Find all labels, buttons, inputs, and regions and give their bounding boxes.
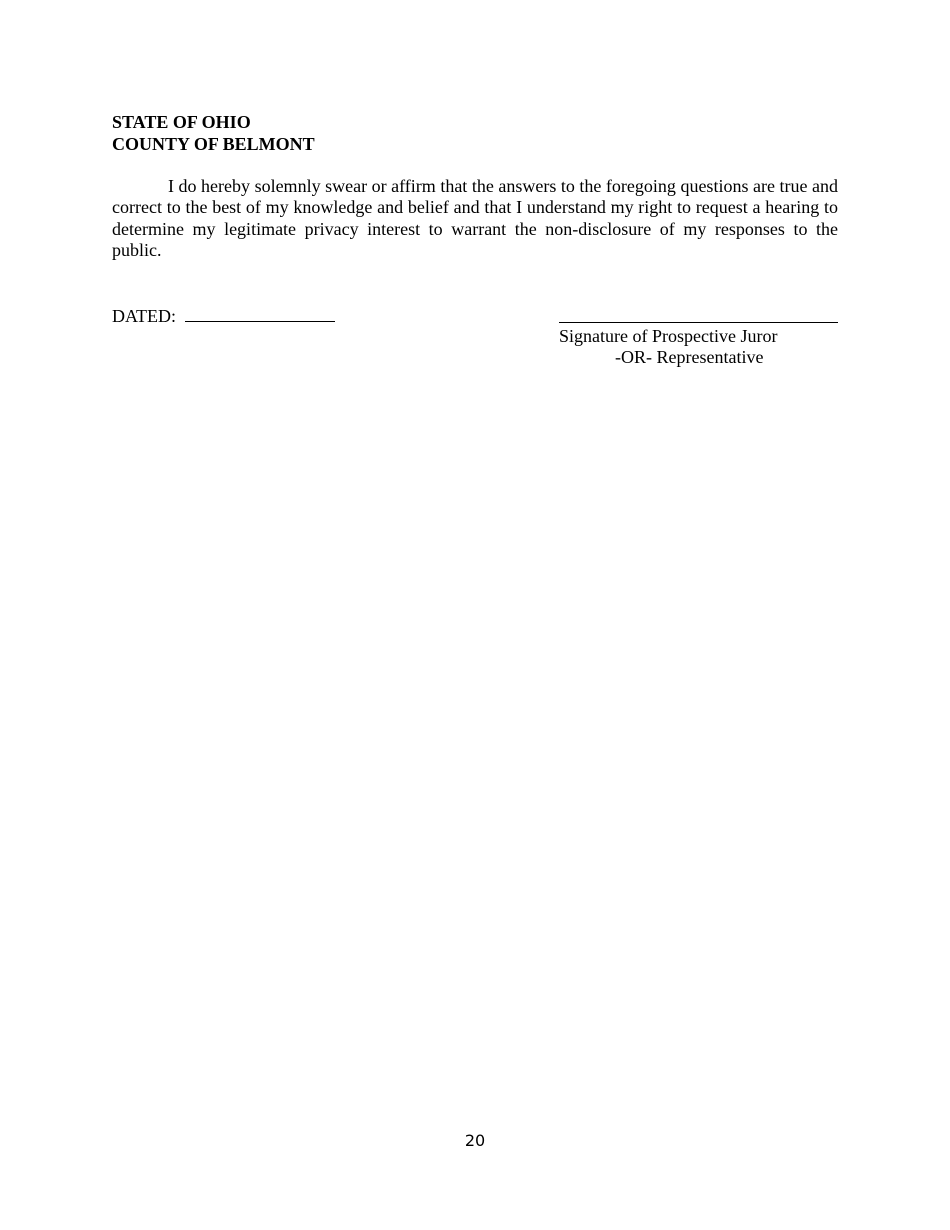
dated-field	[112, 305, 335, 327]
county-heading: COUNTY OF BELMONT	[112, 134, 315, 154]
signature-blank-line	[559, 322, 838, 323]
dated-label: DATED:	[112, 306, 176, 326]
dated-blank-line	[185, 305, 335, 322]
affirmation-paragraph: I do hereby solemnly swear or affirm that the answers to the foregoing questions are true and correct to the best of my knowledge and belief and that I understand my right to request a hearing to determine my legitimate privacy interest to warrant the non-disclosure of my responses to the public.	[112, 176, 838, 260]
signature-label: Signature of Prospective Juror	[559, 326, 778, 346]
representative-label: -OR- Representative	[615, 347, 764, 367]
state-heading: STATE OF OHIO	[112, 112, 251, 132]
page-number: 20	[464, 1131, 486, 1150]
